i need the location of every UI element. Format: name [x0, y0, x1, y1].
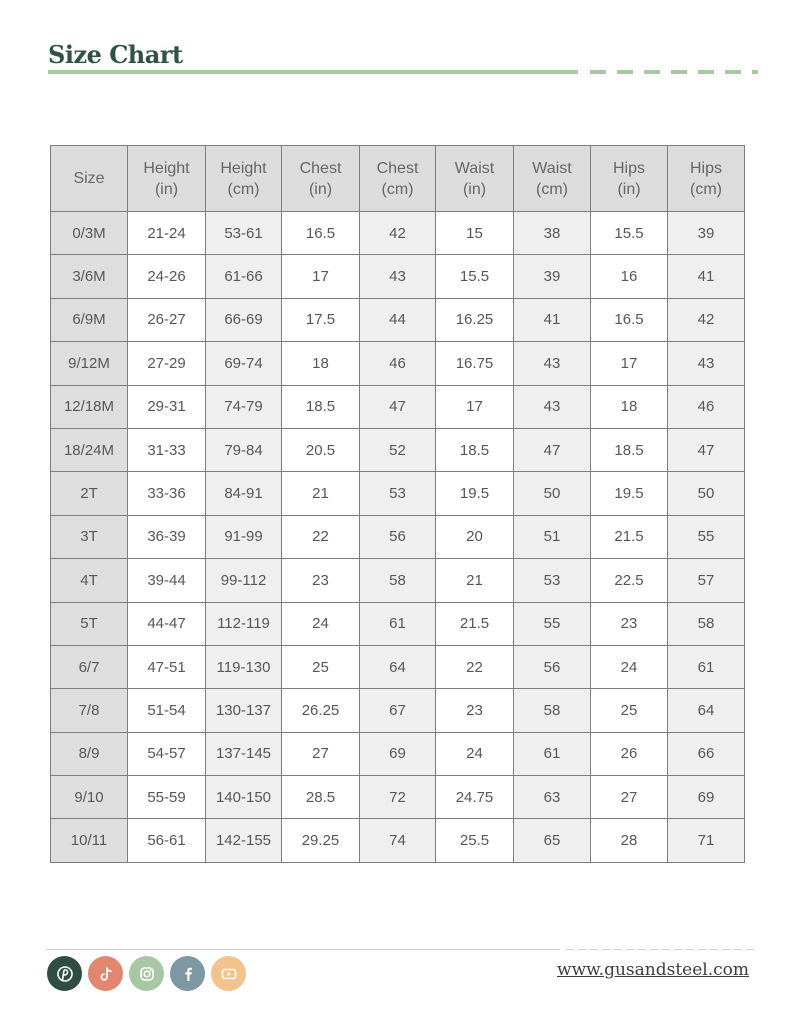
measurement-cell: 15.5 — [436, 255, 514, 298]
facebook-icon[interactable] — [170, 956, 205, 991]
measurement-cell: 26.25 — [282, 689, 360, 732]
measurement-cell: 66-69 — [206, 298, 282, 341]
table-row — [51, 428, 745, 471]
column-header-label: Chest — [376, 159, 419, 177]
measurement-cell: 41 — [514, 298, 591, 341]
table-row — [51, 819, 745, 863]
measurement-cell: 17 — [436, 385, 514, 428]
column-header — [436, 146, 514, 212]
measurement-cell: 20.5 — [282, 428, 360, 471]
measurement-cell: 17.5 — [282, 298, 360, 341]
measurement-cell: 58 — [360, 559, 436, 602]
footer-divider — [46, 949, 560, 950]
measurement-cell: 18.5 — [591, 428, 668, 471]
size-cell: 3T — [51, 515, 128, 558]
measurement-cell: 64 — [360, 645, 436, 688]
measurement-cell: 55 — [668, 515, 745, 558]
size-cell: 12/18M — [51, 385, 128, 428]
measurement-cell: 16 — [591, 255, 668, 298]
column-header-label: Size — [73, 170, 105, 187]
measurement-cell: 74 — [360, 819, 436, 863]
column-header-label: Height — [220, 159, 267, 177]
table-row — [51, 689, 745, 732]
column-header-unit: (cm) — [690, 180, 722, 198]
measurement-cell: 61 — [360, 602, 436, 645]
measurement-cell: 50 — [514, 472, 591, 515]
measurement-cell: 47 — [360, 385, 436, 428]
measurement-cell: 15 — [436, 212, 514, 255]
measurement-cell: 24.75 — [436, 776, 514, 819]
measurement-cell: 26-27 — [128, 298, 206, 341]
size-cell: 0/3M — [51, 212, 128, 255]
measurement-cell: 20 — [436, 515, 514, 558]
measurement-cell: 39 — [668, 212, 745, 255]
measurement-cell: 25.5 — [436, 819, 514, 863]
measurement-cell: 42 — [360, 212, 436, 255]
social-icons — [47, 956, 246, 991]
measurement-cell: 43 — [360, 255, 436, 298]
measurement-cell: 18 — [282, 342, 360, 385]
measurement-cell: 43 — [514, 385, 591, 428]
measurement-cell: 119-130 — [206, 645, 282, 688]
measurement-cell: 36-39 — [128, 515, 206, 558]
measurement-cell: 18.5 — [282, 385, 360, 428]
column-header-unit: (in) — [617, 180, 641, 198]
measurement-cell: 29-31 — [128, 385, 206, 428]
size-cell: 2T — [51, 472, 128, 515]
measurement-cell: 22 — [436, 645, 514, 688]
table-row — [51, 732, 745, 775]
table-row — [51, 515, 745, 558]
measurement-cell: 21-24 — [128, 212, 206, 255]
table-row — [51, 602, 745, 645]
measurement-cell: 17 — [282, 255, 360, 298]
table-row — [51, 298, 745, 341]
measurement-cell: 140-150 — [206, 776, 282, 819]
measurement-cell: 71 — [668, 819, 745, 863]
measurement-cell: 56-61 — [128, 819, 206, 863]
measurement-cell: 142-155 — [206, 819, 282, 863]
measurement-cell: 61 — [514, 732, 591, 775]
column-header-label: Hips — [612, 159, 645, 177]
measurement-cell: 51-54 — [128, 689, 206, 732]
measurement-cell: 17 — [591, 342, 668, 385]
measurement-cell: 19.5 — [436, 472, 514, 515]
column-header-label: Chest — [299, 159, 342, 177]
table-row — [51, 212, 745, 255]
measurement-cell: 72 — [360, 776, 436, 819]
measurement-cell: 24 — [591, 645, 668, 688]
table-row — [51, 776, 745, 819]
measurement-cell: 55 — [514, 602, 591, 645]
measurement-cell: 52 — [360, 428, 436, 471]
measurement-cell: 47-51 — [128, 645, 206, 688]
youtube-icon[interactable] — [211, 956, 246, 991]
table-row — [51, 385, 745, 428]
measurement-cell: 65 — [514, 819, 591, 863]
size-cell: 6/7 — [51, 645, 128, 688]
measurement-cell: 25 — [591, 689, 668, 732]
measurement-cell: 43 — [514, 342, 591, 385]
title-underline-dashed — [590, 70, 758, 74]
measurement-cell: 21 — [436, 559, 514, 602]
measurement-cell: 64 — [668, 689, 745, 732]
measurement-cell: 23 — [591, 602, 668, 645]
size-cell: 5T — [51, 602, 128, 645]
column-header — [282, 146, 360, 212]
measurement-cell: 47 — [668, 428, 745, 471]
measurement-cell: 19.5 — [591, 472, 668, 515]
measurement-cell: 130-137 — [206, 689, 282, 732]
measurement-cell: 47 — [514, 428, 591, 471]
measurement-cell: 43 — [668, 342, 745, 385]
measurement-cell: 28 — [591, 819, 668, 863]
measurement-cell: 16.75 — [436, 342, 514, 385]
measurement-cell: 16.5 — [591, 298, 668, 341]
table-row — [51, 255, 745, 298]
measurement-cell: 41 — [668, 255, 745, 298]
column-header-unit: (cm) — [227, 180, 260, 198]
measurement-cell: 69 — [668, 776, 745, 819]
measurement-cell: 21.5 — [591, 515, 668, 558]
measurement-cell: 44 — [360, 298, 436, 341]
size-cell: 6/9M — [51, 298, 128, 341]
size-cell: 7/8 — [51, 689, 128, 732]
measurement-cell: 26 — [591, 732, 668, 775]
measurement-cell: 21.5 — [436, 602, 514, 645]
measurement-cell: 58 — [514, 689, 591, 732]
column-header — [591, 146, 668, 212]
measurement-cell: 53 — [360, 472, 436, 515]
measurement-cell: 46 — [360, 342, 436, 385]
column-header — [206, 146, 282, 212]
page-title: Size Chart — [48, 40, 183, 69]
measurement-cell: 33-36 — [128, 472, 206, 515]
measurement-cell: 67 — [360, 689, 436, 732]
measurement-cell: 18.5 — [436, 428, 514, 471]
size-chart-table — [50, 145, 745, 863]
measurement-cell: 56 — [514, 645, 591, 688]
column-header-unit: (cm) — [381, 180, 414, 198]
table-header-row — [51, 146, 745, 212]
measurement-cell: 18 — [591, 385, 668, 428]
measurement-cell: 46 — [668, 385, 745, 428]
column-header-label: Waist — [454, 159, 495, 177]
measurement-cell: 69-74 — [206, 342, 282, 385]
measurement-cell: 42 — [668, 298, 745, 341]
size-cell: 18/24M — [51, 428, 128, 471]
measurement-cell: 69 — [360, 732, 436, 775]
measurement-cell: 25 — [282, 645, 360, 688]
measurement-cell: 28.5 — [282, 776, 360, 819]
column-header — [360, 146, 436, 212]
measurement-cell: 55-59 — [128, 776, 206, 819]
measurement-cell: 39-44 — [128, 559, 206, 602]
measurement-cell: 56 — [360, 515, 436, 558]
size-cell: 3/6M — [51, 255, 128, 298]
measurement-cell: 51 — [514, 515, 591, 558]
table-row — [51, 645, 745, 688]
measurement-cell: 58 — [668, 602, 745, 645]
pinterest-icon[interactable] — [47, 956, 82, 991]
column-header — [128, 146, 206, 212]
column-header-unit: (in) — [154, 180, 179, 198]
measurement-cell: 21 — [282, 472, 360, 515]
column-header-unit: (in) — [462, 180, 487, 198]
title-underline — [48, 70, 578, 74]
measurement-cell: 39 — [514, 255, 591, 298]
measurement-cell: 27 — [591, 776, 668, 819]
measurement-cell: 79-84 — [206, 428, 282, 471]
column-header-unit: (cm) — [536, 180, 568, 198]
size-cell: 9/10 — [51, 776, 128, 819]
size-cell: 10/11 — [51, 819, 128, 863]
measurement-cell: 91-99 — [206, 515, 282, 558]
measurement-cell: 24 — [282, 602, 360, 645]
size-cell: 8/9 — [51, 732, 128, 775]
measurement-cell: 23 — [282, 559, 360, 602]
table-row — [51, 559, 745, 602]
measurement-cell: 66 — [668, 732, 745, 775]
measurement-cell: 50 — [668, 472, 745, 515]
measurement-cell: 112-119 — [206, 602, 282, 645]
measurement-cell: 137-145 — [206, 732, 282, 775]
measurement-cell: 84-91 — [206, 472, 282, 515]
measurement-cell: 29.25 — [282, 819, 360, 863]
column-header — [51, 146, 128, 212]
column-header-unit: (in) — [308, 180, 333, 198]
table-row — [51, 472, 745, 515]
measurement-cell: 53-61 — [206, 212, 282, 255]
measurement-cell: 31-33 — [128, 428, 206, 471]
measurement-cell: 23 — [436, 689, 514, 732]
measurement-cell: 22 — [282, 515, 360, 558]
measurement-cell: 74-79 — [206, 385, 282, 428]
measurement-cell: 27 — [282, 732, 360, 775]
measurement-cell: 15.5 — [591, 212, 668, 255]
measurement-cell: 54-57 — [128, 732, 206, 775]
measurement-cell: 61 — [668, 645, 745, 688]
column-header-label: Hips — [689, 159, 722, 177]
column-header — [514, 146, 591, 212]
table-row — [51, 342, 745, 385]
measurement-cell: 53 — [514, 559, 591, 602]
measurement-cell: 38 — [514, 212, 591, 255]
measurement-cell: 63 — [514, 776, 591, 819]
measurement-cell: 27-29 — [128, 342, 206, 385]
measurement-cell: 44-47 — [128, 602, 206, 645]
size-cell: 4T — [51, 559, 128, 602]
tiktok-icon[interactable] — [88, 956, 123, 991]
measurement-cell: 99-112 — [206, 559, 282, 602]
footer-divider-dashed — [566, 949, 758, 950]
column-header-label: Waist — [532, 159, 572, 177]
measurement-cell: 24-26 — [128, 255, 206, 298]
measurement-cell: 24 — [436, 732, 514, 775]
measurement-cell: 22.5 — [591, 559, 668, 602]
column-header — [668, 146, 745, 212]
measurement-cell: 16.25 — [436, 298, 514, 341]
column-header-label: Height — [143, 159, 190, 177]
measurement-cell: 57 — [668, 559, 745, 602]
website-link[interactable]: www.gusandsteel.com — [557, 960, 749, 980]
measurement-cell: 61-66 — [206, 255, 282, 298]
size-cell: 9/12M — [51, 342, 128, 385]
measurement-cell: 16.5 — [282, 212, 360, 255]
instagram-icon[interactable] — [129, 956, 164, 991]
